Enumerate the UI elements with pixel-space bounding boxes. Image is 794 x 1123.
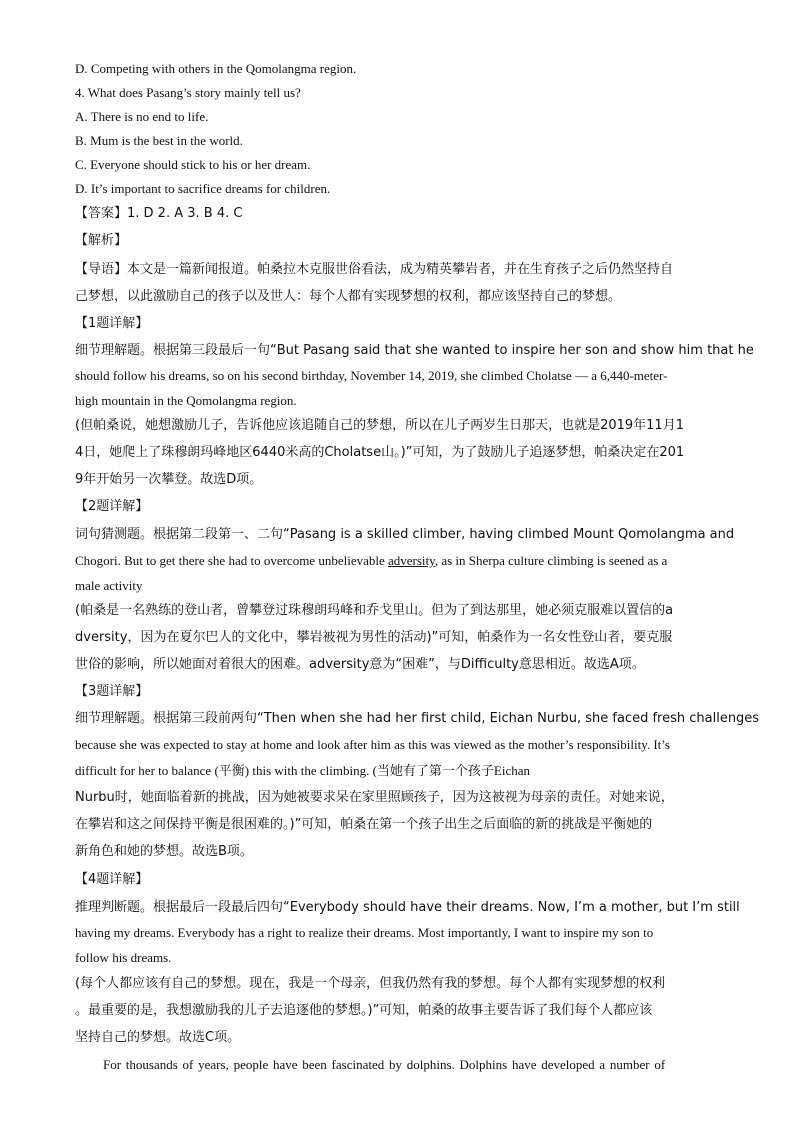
- detail-4-line-5: 。最重要的是，我想激励我的儿子去追逐他的梦想。)”可知，帕桑的故事主要告诉了我们每个人都应该: [75, 1003, 653, 1018]
- q4-option-b: B. Mum is the best in the world.: [75, 133, 243, 148]
- underlined-word-adversity: adversity: [388, 553, 435, 568]
- detail-1-line-6: 9年开始另一次攀登。故选D项。: [75, 472, 263, 487]
- answer-line: 【答案】1. D 2. A 3. B 4. C: [75, 206, 243, 221]
- intro-line-1: 【导语】本文是一篇新闻报道。帕桑拉木克服世俗看法，成为精英攀岩者，并在生育孩子之后仍然坚持自: [75, 262, 674, 277]
- detail-2-line-2-post: , as in Sherpa culture climbing is seened as a: [434, 553, 668, 568]
- detail-4-line-2: having my dreams. Everybody has a right to realize their dreams. Most importantly, I want to inspire my son to: [75, 925, 654, 940]
- detail-2-line-4: (帕桑是一名熟练的登山者，曾攀登过珠穆朗玛峰和乔戈里山。但为了到达那里，她必须克服难以置信的a: [75, 603, 674, 618]
- detail-2-heading: 【2题详解】: [75, 499, 149, 514]
- next-passage-first-line: For thousands of years, people have been fascinated by dolphins. Dolphins have developed a number of: [103, 1057, 666, 1072]
- detail-2-line-5: dversity，因为在夏尔巴人的文化中，攀岩被视为男性的活动)”可知，帕桑作为一名女性登山者，要克服: [75, 630, 673, 645]
- detail-4-line-4: (每个人都应该有自己的梦想。现在，我是一个母亲，但我仍然有我的梦想。每个人都有实现梦想的权利: [75, 976, 666, 991]
- detail-2-line-6: 世俗的影响，所以她面对着很大的困难。adversity意为“困难”，与Difficulty意思相近。故选A项。: [75, 657, 645, 672]
- intro-line-2: 己梦想，以此激励自己的孩子以及世人：每个人都有实现梦想的权利，都应该坚持自己的梦想。: [75, 289, 622, 304]
- detail-2-line-2-pre: Chogori. But to get there she had to overcome unbelievable: [75, 553, 388, 568]
- analysis-label: 【解析】: [75, 233, 128, 248]
- detail-2-line-3: male activity: [75, 578, 143, 593]
- detail-3-line-3: difficult for her to balance (平衡) this with the climbing. (当她有了第一个孩子Eichan: [75, 763, 531, 778]
- detail-3-heading: 【3题详解】: [75, 684, 149, 699]
- q4-option-d: D. It’s important to sacrifice dreams for children.: [75, 181, 331, 196]
- q3-option-d: D. Competing with others in the Qomolangma region.: [75, 61, 357, 76]
- detail-2-line-1: 词句猜测题。根据第二段第一、二句“Pasang is a skilled climber, having climbed Mount Qomolangma and: [75, 527, 735, 542]
- detail-3-line-5: 在攀岩和这之间保持平衡是很困难的。)”可知，帕桑在第一个孩子出生之后面临的新的挑战是平衡她的: [75, 817, 653, 832]
- detail-1-line-2: should follow his dreams, so on his second birthday, November 14, 2019, she climbed Cholatse — a 6,440-meter-: [75, 368, 668, 383]
- detail-4-heading: 【4题详解】: [75, 872, 149, 887]
- detail-1-line-4: (但帕桑说，她想激励儿子，告诉他应该追随自己的梦想，所以在儿子两岁生日那天，也就是2019年11月1: [75, 418, 684, 433]
- q4-option-a: A. There is no end to life.: [75, 109, 209, 124]
- detail-3-line-1: 细节理解题。根据第三段前两句“Then when she had her first child, Eichan Nurbu, she faced fresh challenges: [75, 711, 760, 726]
- detail-1-line-1: 细节理解题。根据第三段最后一句“But Pasang said that she wanted to inspire her son and show him that he: [75, 343, 754, 358]
- detail-4-line-1: 推理判断题。根据最后一段最后四句“Everybody should have their dreams. Now, I’m a mother, but I’m still: [75, 900, 740, 915]
- detail-3-line-6: 新角色和她的梦想。故选B项。: [75, 844, 253, 859]
- detail-1-line-3: high mountain in the Qomolangma region.: [75, 393, 297, 408]
- detail-4-line-6: 坚持自己的梦想。故选C项。: [75, 1030, 241, 1045]
- detail-1-line-5: 4日，她爬上了珠穆朗玛峰地区6440米高的Cholatse山。)”可知，为了鼓励儿子追逐梦想，帕桑决定在201: [75, 445, 685, 460]
- q4-question: 4. What does Pasang’s story mainly tell us?: [75, 85, 301, 100]
- detail-3-line-2: because she was expected to stay at home and look after him as this was viewed as the mother’s responsibility. It’s: [75, 737, 670, 752]
- detail-1-heading: 【1题详解】: [75, 316, 149, 331]
- detail-3-line-4: Nurbu时，她面临着新的挑战，因为她被要求呆在家里照顾孩子，因为这被视为母亲的责任。对她来说，: [75, 790, 674, 805]
- detail-2-line-2: [75, 552, 667, 570]
- detail-4-line-3: follow his dreams.: [75, 950, 172, 965]
- q4-option-c: C. Everyone should stick to his or her dream.: [75, 157, 311, 172]
